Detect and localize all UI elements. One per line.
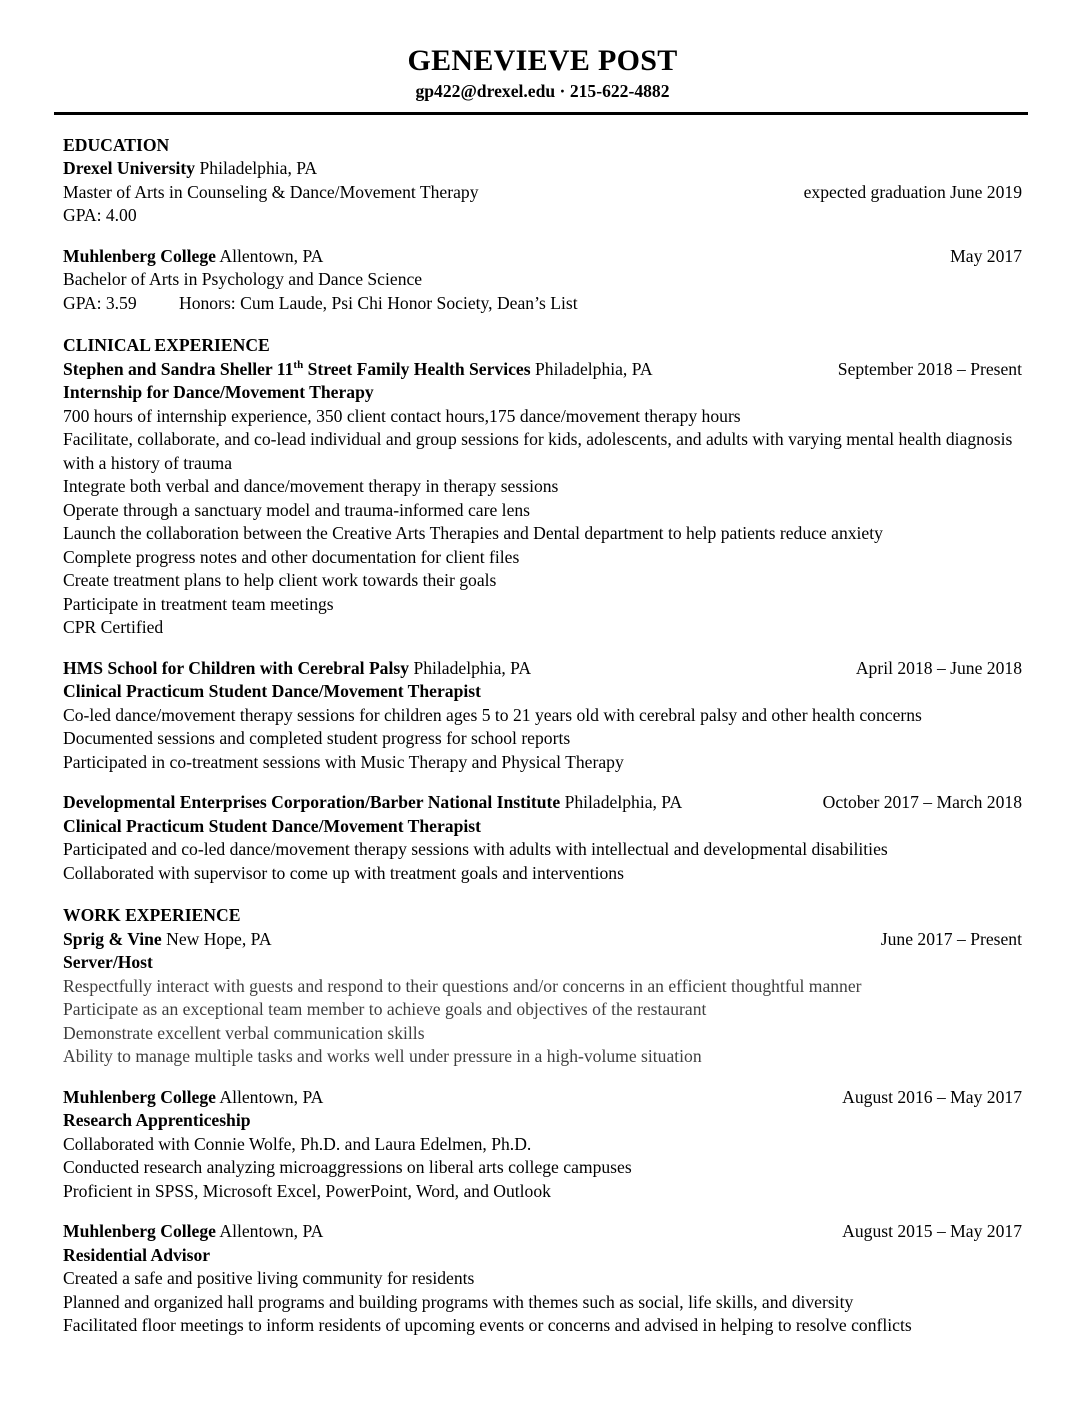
org-name: HMS School for Children with Cerebral Palsy	[63, 657, 410, 678]
org-location: Allentown, PA	[219, 1086, 324, 1107]
role-title: Internship for Dance/Movement Therapy	[63, 382, 374, 402]
bullet-line: Proficient in SPSS, Microsoft Excel, PowerPoint, Word, and Outlook	[63, 1180, 551, 1201]
section-heading-clinical: CLINICAL EXPERIENCE	[63, 335, 270, 355]
org-name: Developmental Enterprises Corporation/Barber National Institute	[63, 792, 561, 812]
org-location: Philadelphia, PA	[413, 657, 532, 678]
org-location: New Hope, PA	[166, 928, 272, 949]
org-location: Philadelphia, PA	[534, 358, 653, 379]
role-title: Server/Host	[63, 952, 153, 972]
graduation-date: May 2017	[950, 245, 1022, 266]
org-line	[63, 1086, 323, 1110]
entry-header	[63, 245, 1022, 269]
honors: Honors: Cum Laude, Psi Chi Honor Society, Dean’s List	[179, 292, 578, 313]
gpa-line	[63, 292, 1022, 316]
org-location: Allentown, PA	[219, 1221, 324, 1241]
education-entry-drexel	[63, 157, 1022, 228]
gpa-value: GPA: 3.59	[63, 292, 137, 313]
bullet-line: Integrate both verbal and dance/movement therapy in therapy sessions	[63, 476, 559, 496]
entry-header	[63, 1086, 1022, 1110]
header-divider	[54, 112, 1028, 115]
bullet-line: Facilitated floor meetings to inform residents of upcoming events or concerns and advised in helping to resolve conflicts	[63, 1315, 912, 1335]
section-education	[63, 134, 1022, 316]
date-range: June 2017 – Present	[880, 928, 1022, 949]
clinical-entry-sheller	[63, 358, 1022, 640]
role-title: Clinical Practicum Student Dance/Movement Therapist	[63, 681, 481, 701]
clinical-entry-hms	[63, 657, 1022, 775]
section-heading-work: WORK EXPERIENCE	[63, 905, 241, 925]
bullet-line: 700 hours of internship experience, 350 client contact hours,175 dance/movement therapy hours	[63, 405, 741, 426]
date-range: August 2016 – May 2017	[842, 1086, 1022, 1107]
bullet-line: Participated and co-led dance/movement therapy sessions with adults with intellectual and developmental disabilities	[63, 839, 888, 859]
bullet-line: Operate through a sanctuary model and trauma-informed care lens	[63, 499, 531, 520]
entry-header	[63, 157, 1022, 181]
bullet-line: Documented sessions and completed student progress for school reports	[63, 728, 571, 748]
bullet-line: Complete progress notes and other documentation for client files	[63, 546, 520, 567]
bullet-line: Participate as an exceptional team member to achieve goals and objectives of the restaurant	[63, 999, 707, 1019]
org-line	[63, 928, 272, 952]
entry-header	[63, 657, 1022, 681]
work-entry-research-apprenticeship	[63, 1086, 1022, 1204]
org-line	[63, 358, 653, 382]
org-line	[63, 791, 682, 815]
person-name: GENEVIEVE POST	[407, 44, 678, 77]
degree-name: Bachelor of Arts in Psychology and Dance Science	[63, 269, 423, 289]
school-name: Drexel University	[63, 158, 196, 178]
org-name: Muhlenberg College	[63, 1221, 216, 1241]
org-line	[63, 1220, 323, 1244]
graduation-date: expected graduation June 2019	[803, 181, 1022, 202]
org-line	[63, 657, 531, 681]
bullet-line: Launch the collaboration between the Creative Arts Therapies and Dental department to help patients reduce anxiety	[63, 523, 883, 543]
gpa-line: GPA: 4.00	[63, 205, 137, 225]
bullet-line: Demonstrate excellent verbal communication skills	[63, 1022, 425, 1043]
org-name-cont: Street Family Health Services	[307, 358, 531, 379]
role-title: Research Apprenticeship	[63, 1110, 251, 1130]
org-name: Sprig & Vine	[63, 928, 162, 949]
clinical-entry-dec-barber	[63, 791, 1022, 885]
degree-line	[63, 181, 1022, 205]
org-name: Muhlenberg College	[63, 1086, 216, 1107]
school-name: Muhlenberg College	[63, 245, 216, 266]
org-line	[63, 157, 317, 181]
bullet-line: Co-led dance/movement therapy sessions for children ages 5 to 21 years old with cerebral palsy and other health concerns	[63, 704, 922, 725]
date-range: April 2018 – June 2018	[855, 657, 1022, 678]
school-location: Allentown, PA	[219, 245, 324, 266]
date-range: August 2015 – May 2017	[842, 1221, 1022, 1241]
bullet-line: Facilitate, collaborate, and co-lead individual and group sessions for kids, adolescents, and adults with varying mental health diagnosis with a history of trauma	[63, 429, 1013, 473]
bullet-line: CPR Certified	[63, 617, 164, 637]
entry-header	[63, 358, 1022, 382]
bullet-line: Collaborated with supervisor to come up with treatment goals and interventions	[63, 862, 624, 883]
entry-header	[63, 1220, 1022, 1244]
bullet-line: Collaborated with Connie Wolfe, Ph.D. and Laura Edelmen, Ph.D.	[63, 1133, 532, 1154]
school-location: Philadelphia, PA	[199, 158, 318, 178]
bullet-line: Created a safe and positive living community for residents	[63, 1268, 475, 1288]
org-name: Stephen and Sandra Sheller 11	[63, 358, 294, 379]
bullet-line: Create treatment plans to help client work towards their goals	[63, 570, 497, 590]
role-title: Clinical Practicum Student Dance/Movement Therapist	[63, 815, 481, 836]
bullet-line: Conducted research analyzing microaggressions on liberal arts college campuses	[63, 1157, 632, 1177]
bullet-line: Respectfully interact with guests and respond to their questions and/or concerns in an efficient thoughtful manner	[63, 975, 862, 996]
degree-name: Master of Arts in Counseling & Dance/Movement Therapy	[63, 181, 479, 202]
work-entry-residential-advisor	[63, 1220, 1022, 1338]
work-entry-sprig-vine	[63, 928, 1022, 1069]
org-name-superscript: th	[293, 358, 304, 371]
section-clinical-experience	[63, 334, 1022, 885]
education-entry-muhlenberg	[63, 245, 1022, 316]
org-line	[63, 245, 323, 269]
contact-info: gp422@drexel.edu · 215-622-4882	[415, 81, 670, 101]
entry-header	[63, 928, 1022, 952]
role-title: Residential Advisor	[63, 1244, 211, 1265]
org-location: Philadelphia, PA	[564, 792, 683, 812]
section-heading-education: EDUCATION	[63, 134, 170, 155]
section-work-experience	[63, 904, 1022, 1338]
bullet-line: Planned and organized hall programs and building programs with themes such as social, life skills, and diversity	[63, 1291, 854, 1312]
entry-header	[63, 791, 1022, 815]
date-range: September 2018 – Present	[837, 358, 1022, 379]
bullet-line: Participated in co-treatment sessions with Music Therapy and Physical Therapy	[63, 751, 624, 772]
bullet-line: Ability to manage multiple tasks and works well under pressure in a high-volume situation	[63, 1046, 702, 1066]
bullet-line: Participate in treatment team meetings	[63, 593, 334, 614]
date-range: October 2017 – March 2018	[822, 792, 1022, 812]
